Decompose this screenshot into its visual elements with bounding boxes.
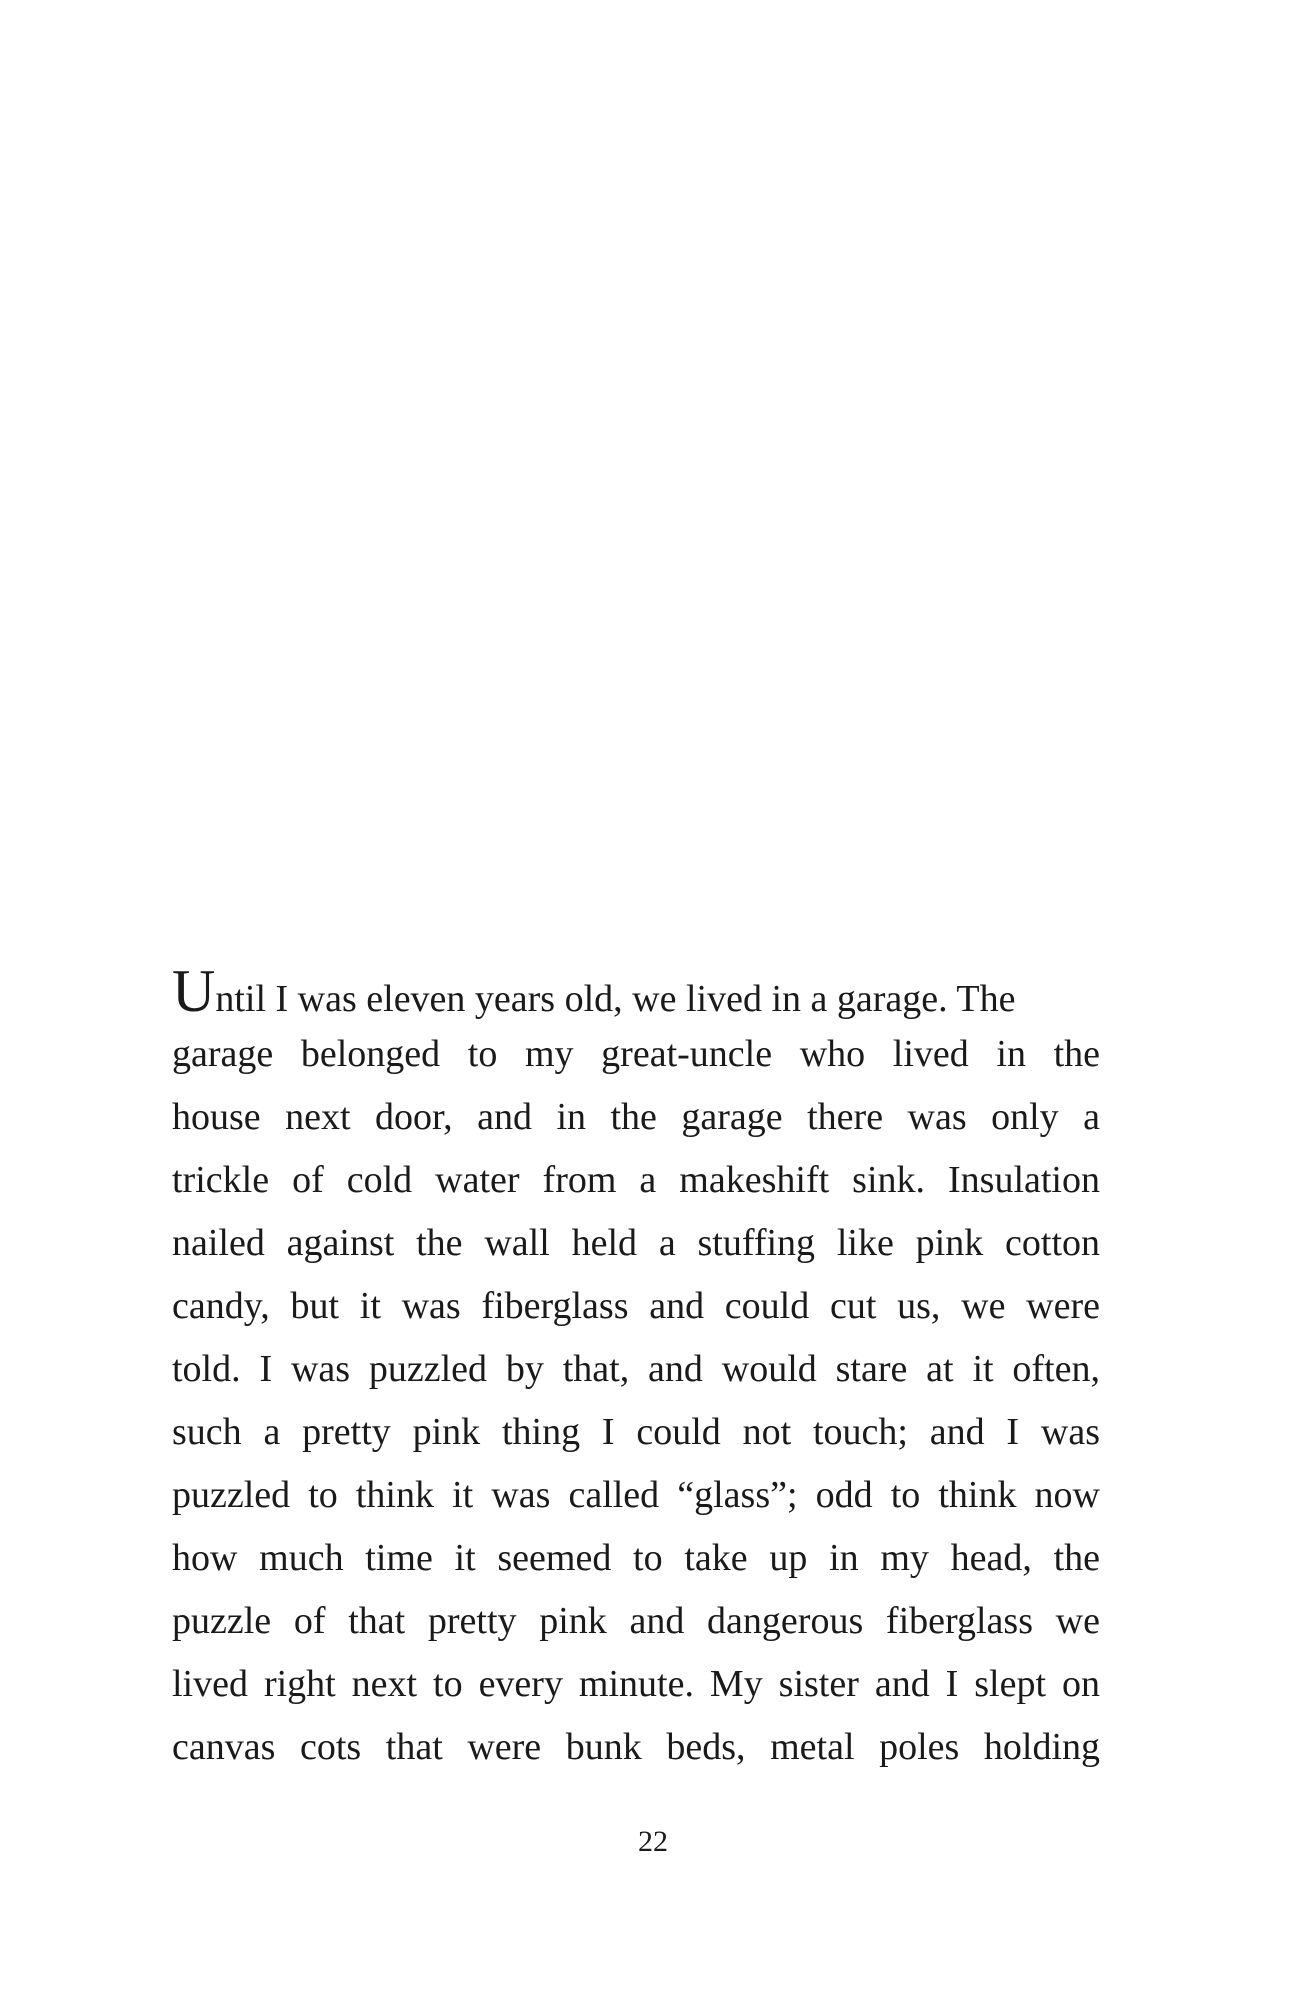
- text-line-1-rest: ntil I was eleven years old, we lived in a garage. The: [215, 978, 1016, 1020]
- text-line-11: puzzle of that pretty pink and dangerous fiberglass we: [172, 1600, 1100, 1642]
- text-line-2: garage belonged to my great-uncle who lived in the: [172, 1033, 1100, 1075]
- text-line-10: how much time it seemed to take up in my head, the: [172, 1537, 1100, 1579]
- text-line-12: lived right next to every minute. My sister and I slept on: [172, 1663, 1100, 1705]
- text-line-3: house next door, and in the garage there was only a: [172, 1096, 1100, 1138]
- text-line-7: told. I was puzzled by that, and would stare at it often,: [172, 1348, 1100, 1390]
- text-line-9: puzzled to think it was called “glass”; odd to think now: [172, 1474, 1100, 1516]
- text-line-4: trickle of cold water from a makeshift sink. Insulation: [172, 1159, 1100, 1201]
- page-number: 22: [638, 1825, 668, 1858]
- text-line-5: nailed against the wall held a stuffing like pink cotton: [172, 1222, 1100, 1264]
- text-line-1: [172, 960, 1100, 1023]
- drop-cap: U: [172, 958, 216, 1024]
- text-line-6: candy, but it was fiberglass and could cut us, we were: [172, 1285, 1100, 1327]
- text-line-13: canvas cots that were bunk beds, metal poles holding: [172, 1726, 1100, 1768]
- body-text: [172, 960, 1100, 1779]
- text-line-8: such a pretty pink thing I could not touch; and I was: [172, 1411, 1100, 1453]
